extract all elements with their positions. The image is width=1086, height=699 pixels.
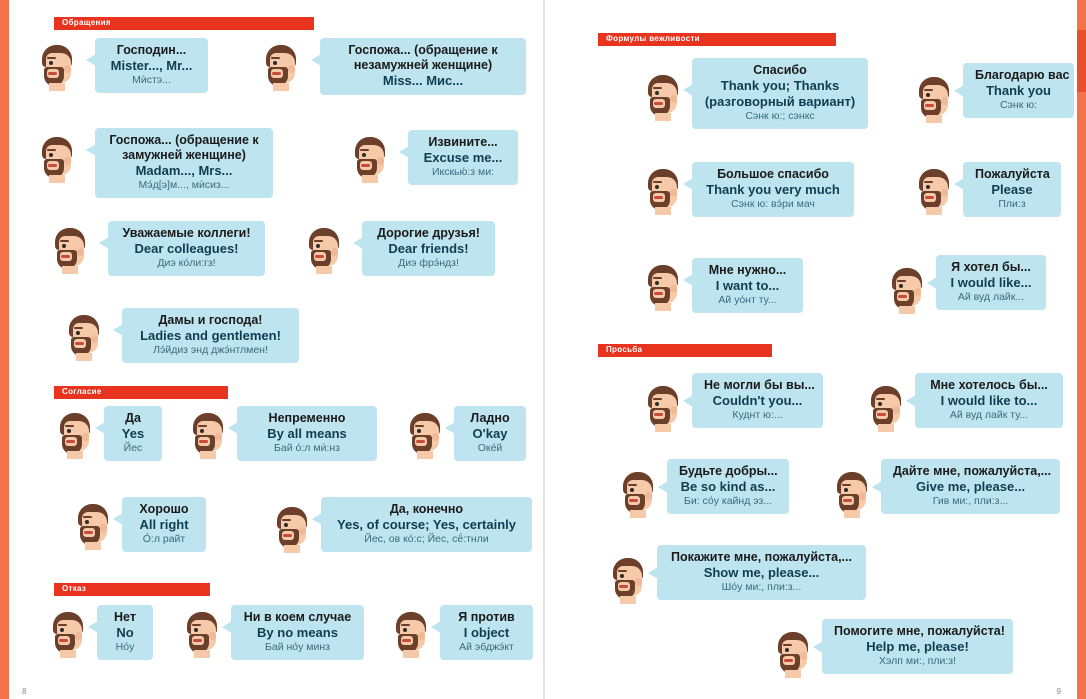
phrase-card-pozhaluysta[interactable] xyxy=(963,162,1061,217)
phrase-card-da-konechno[interactable] xyxy=(321,497,532,552)
phrase-english: I want to... xyxy=(715,278,780,293)
phrase-transcription: Ай уо́нт ту... xyxy=(718,294,777,306)
phrase-english: Madam..., Mrs... xyxy=(135,163,233,178)
phrase-russian: Дорогие друзья! xyxy=(377,226,480,240)
section-title: Формулы вежливости xyxy=(606,34,700,43)
phrase-card-pokazhite[interactable] xyxy=(657,545,866,600)
phrase-card-ya-protiv[interactable] xyxy=(440,605,533,660)
phrase-russian: Госпожа... (обращение к замужней женщине) xyxy=(109,133,259,162)
phrase-transcription: Мѝстэ... xyxy=(132,74,171,86)
phrase-english: Dear friends! xyxy=(388,241,469,256)
avatar xyxy=(36,45,74,91)
phrase-english: Show me, please... xyxy=(703,565,820,580)
phrase-card-uvazhaemye-kollegi[interactable] xyxy=(108,221,265,276)
phrase-card-izvinite[interactable] xyxy=(408,130,518,185)
phrase-russian: Ни в коем случае xyxy=(243,610,352,624)
phrase-transcription: Диэ фрэ́ндз! xyxy=(398,257,459,269)
phrase-transcription: Йес, ов ко́:с; Йес, сё́:тнли xyxy=(364,533,489,545)
phrase-card-ladno[interactable] xyxy=(454,406,526,461)
phrase-russian: Госпожа... (обращение к незамужней женщине) xyxy=(348,43,498,72)
avatar xyxy=(772,632,810,678)
section-title: Обращения xyxy=(62,18,111,27)
phrase-russian: Извините... xyxy=(428,135,498,149)
phrase-card-ne-mogli-by[interactable] xyxy=(692,373,823,428)
phrase-english: I object xyxy=(463,625,510,640)
phrase-russian: Я хотел бы... xyxy=(951,260,1031,274)
phrase-russian: Да, конечно xyxy=(389,502,464,516)
right-page xyxy=(545,0,1077,699)
phrase-english: Help me, please! xyxy=(866,639,969,654)
phrase-card-bolshoe-spasibo[interactable] xyxy=(692,162,854,217)
phrase-russian: Большое спасибо xyxy=(717,167,829,181)
avatar xyxy=(913,77,951,123)
phrase-russian: Мне нужно... xyxy=(708,263,787,277)
phrase-transcription: Ай вуд лайк... xyxy=(957,291,1025,303)
phrase-transcription: Бай о́:л ми́:нз xyxy=(274,442,340,454)
avatar xyxy=(642,386,680,432)
page-number-right: 9 xyxy=(1056,687,1061,696)
phrase-russian: Дамы и господа! xyxy=(158,313,263,327)
section-title: Согласие xyxy=(62,387,102,396)
avatar xyxy=(181,612,219,658)
phrase-russian: Я против xyxy=(458,610,515,624)
phrase-russian: Не могли бы вы... xyxy=(704,378,815,392)
phrase-transcription: Шо́у ми:, пли:з... xyxy=(721,581,802,593)
phrase-card-mne-khotelos[interactable] xyxy=(915,373,1063,428)
avatar xyxy=(54,413,92,459)
phrase-russian: Да xyxy=(125,411,141,425)
avatar xyxy=(642,265,680,311)
phrase-transcription: Гив ми:, пли:з... xyxy=(932,495,1009,507)
phrase-english: Thank you xyxy=(985,83,1051,98)
avatar xyxy=(404,413,442,459)
avatar xyxy=(47,612,85,658)
phrase-english: O'kay xyxy=(472,426,508,441)
section-title: Просьба xyxy=(606,345,643,354)
avatar xyxy=(642,169,680,215)
avatar xyxy=(607,558,645,604)
right-edge-tab xyxy=(1077,30,1086,92)
phrase-russian: Уважаемые коллеги! xyxy=(122,226,251,240)
phrase-english: Thank you; Thanks (разговорный вариант) xyxy=(704,78,856,109)
phrase-card-khorosho[interactable] xyxy=(122,497,206,552)
phrase-russian: Пожалуйста xyxy=(975,167,1050,181)
phrase-card-ya-khotel-by[interactable] xyxy=(936,255,1046,310)
phrase-transcription: Йес xyxy=(123,442,143,454)
phrase-transcription: Но́у xyxy=(115,641,135,653)
phrase-russian: Покажите мне, пожалуйста,... xyxy=(671,550,852,564)
phrase-russian: Ладно xyxy=(470,411,510,425)
avatar xyxy=(271,507,309,553)
phrase-english: Be so kind as... xyxy=(680,479,776,494)
phrase-transcription: О́:л райт xyxy=(142,533,186,545)
phrase-russian: Благодарю вас xyxy=(975,68,1070,82)
avatar xyxy=(36,137,74,183)
phrase-english: Yes xyxy=(121,426,145,441)
phrase-english: Mister..., Mr... xyxy=(110,58,193,73)
avatar xyxy=(642,75,680,121)
phrase-russian: Помогите мне, пожалуйста! xyxy=(834,624,1005,638)
phrase-card-mne-nuzhno[interactable] xyxy=(692,258,803,313)
phrase-card-budte-dobry[interactable] xyxy=(667,459,789,514)
phrase-english: Yes, of course; Yes, certainly xyxy=(337,517,516,532)
phrase-english: Ladies and gentlemen! xyxy=(140,328,281,343)
phrase-russian: Спасибо xyxy=(753,63,807,77)
page-number-left: 8 xyxy=(22,687,27,696)
phrase-transcription: Пли:з xyxy=(998,198,1026,210)
phrase-card-da[interactable] xyxy=(104,406,162,461)
phrase-english: Miss... Мис... xyxy=(382,73,464,88)
section-header-otkaz xyxy=(54,583,210,596)
section-title: Отказ xyxy=(62,584,87,593)
phrase-english: No xyxy=(116,625,134,640)
phrase-card-net[interactable] xyxy=(97,605,153,660)
avatar xyxy=(72,504,110,550)
avatar xyxy=(49,228,87,274)
left-edge-accent xyxy=(0,0,9,699)
avatar xyxy=(63,315,101,361)
phrase-transcription: Сэнк ю: вэ́ри мач xyxy=(731,198,815,210)
phrase-russian: Нет xyxy=(114,610,136,624)
phrase-english: By all means xyxy=(267,426,347,441)
phrase-transcription: Хэлп ми:, пли:з! xyxy=(878,655,957,667)
phrase-english: Excuse me... xyxy=(423,150,503,165)
phrase-english: All right xyxy=(139,517,189,532)
phrase-card-pomogite[interactable] xyxy=(822,619,1013,674)
phrase-card-dayte-mne[interactable] xyxy=(881,459,1060,514)
phrase-russian: Хорошо xyxy=(139,502,189,516)
phrase-transcription: Куднт ю:... xyxy=(732,409,783,421)
phrase-transcription: Би: со́у кайнд эз... xyxy=(683,495,773,507)
phrase-transcription: Мэ́д[э]м..., мѝсиз... xyxy=(138,179,230,191)
avatar xyxy=(886,268,924,314)
phrase-russian: Дайте мне, пожалуйста,... xyxy=(893,464,1052,478)
phrase-transcription: Ай вуд лайк ту... xyxy=(949,409,1029,421)
phrase-english: Dear colleagues! xyxy=(134,241,239,256)
avatar xyxy=(617,472,655,518)
section-header-soglasie xyxy=(54,386,228,399)
left-page xyxy=(9,0,543,699)
phrase-transcription: Диэ ко́ли:гз! xyxy=(157,257,216,269)
section-header-vezhlivost xyxy=(598,33,836,46)
section-header-prosba xyxy=(598,344,772,357)
phrase-russian: Непременно xyxy=(268,411,346,425)
phrase-transcription: Сэнк ю:; сэнкс xyxy=(745,110,815,122)
phrase-russian: Господин... xyxy=(116,43,187,57)
phrase-card-blagodaryu[interactable] xyxy=(963,63,1074,118)
phrase-transcription: Ай эбджэ́кт xyxy=(459,641,514,653)
phrase-transcription: Сэнк ю: xyxy=(999,99,1038,111)
phrase-english: Thank you very much xyxy=(706,182,840,197)
phrase-english: Give me, please... xyxy=(915,479,1026,494)
phrase-card-ni-v-koem[interactable] xyxy=(231,605,364,660)
phrase-card-nepremenno[interactable] xyxy=(237,406,377,461)
phrase-russian: Будьте добры... xyxy=(679,464,778,478)
phrase-card-gospozha-married[interactable] xyxy=(95,128,273,198)
phrase-english: I would like... xyxy=(950,275,1032,290)
phrase-transcription: Икскью́:з ми: xyxy=(431,166,495,178)
avatar xyxy=(349,137,387,183)
phrase-transcription: Лэ́йдиз энд джэ́нтлмен! xyxy=(153,344,268,356)
avatar xyxy=(260,45,298,91)
phrase-english: Couldn't you... xyxy=(712,393,803,408)
phrase-card-dorogie-druzya[interactable] xyxy=(362,221,495,276)
avatar xyxy=(913,169,951,215)
phrase-card-spasibo[interactable] xyxy=(692,58,868,129)
right-edge-accent xyxy=(1077,0,1086,699)
phrase-card-damy-gospoda[interactable] xyxy=(122,308,299,363)
avatar xyxy=(831,472,869,518)
phrase-english: By no means xyxy=(257,625,338,640)
phrase-russian: Мне хотелось бы... xyxy=(930,378,1048,392)
avatar xyxy=(865,386,903,432)
phrase-card-gospozha-unmarried[interactable] xyxy=(320,38,526,95)
avatar xyxy=(187,413,225,459)
phrase-english: Please xyxy=(991,182,1033,197)
avatar xyxy=(303,228,341,274)
phrase-english: I would like to... xyxy=(940,393,1038,408)
section-header-obrashcheniya xyxy=(54,17,314,30)
avatar xyxy=(390,612,428,658)
phrase-card-gospodin[interactable] xyxy=(95,38,208,93)
phrase-transcription: Бай но́у минз xyxy=(264,641,330,653)
phrase-transcription: Оке́й xyxy=(477,442,503,454)
